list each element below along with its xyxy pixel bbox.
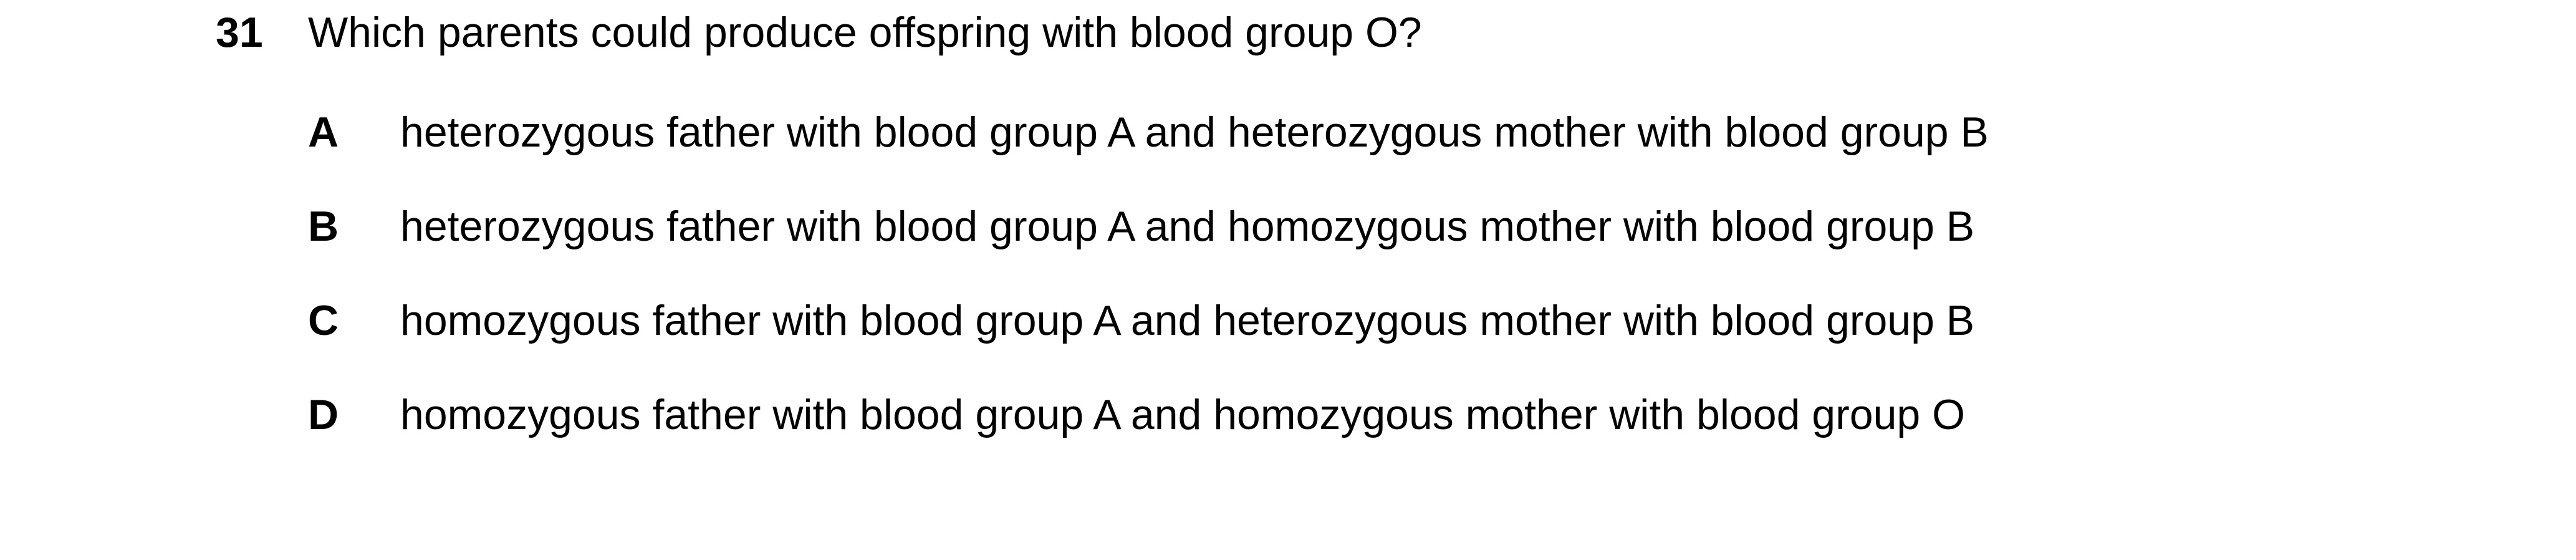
option-letter: C	[308, 297, 339, 344]
option-text: heterozygous father with blood group A and heterozygous mother with blood group B	[400, 109, 1989, 156]
option-letter: B	[308, 203, 339, 250]
option-b[interactable]	[308, 196, 2490, 291]
option-d[interactable]	[308, 385, 2490, 479]
option-text: homozygous father with blood group A and heterozygous mother with blood group B	[400, 297, 1975, 344]
question-text: Which parents could produce offspring with blood group O?	[308, 9, 1422, 56]
question-header	[216, 2, 2522, 62]
option-letter: A	[308, 109, 339, 156]
question-31	[216, 2, 2522, 438]
answer-options	[308, 102, 2490, 479]
question-number: 31	[216, 9, 263, 56]
option-letter: D	[308, 391, 339, 438]
option-text: homozygous father with blood group A and homozygous mother with blood group O	[400, 391, 1965, 438]
option-c[interactable]	[308, 291, 2490, 385]
option-a[interactable]	[308, 102, 2490, 196]
option-text: heterozygous father with blood group A and homozygous mother with blood group B	[400, 203, 1975, 250]
